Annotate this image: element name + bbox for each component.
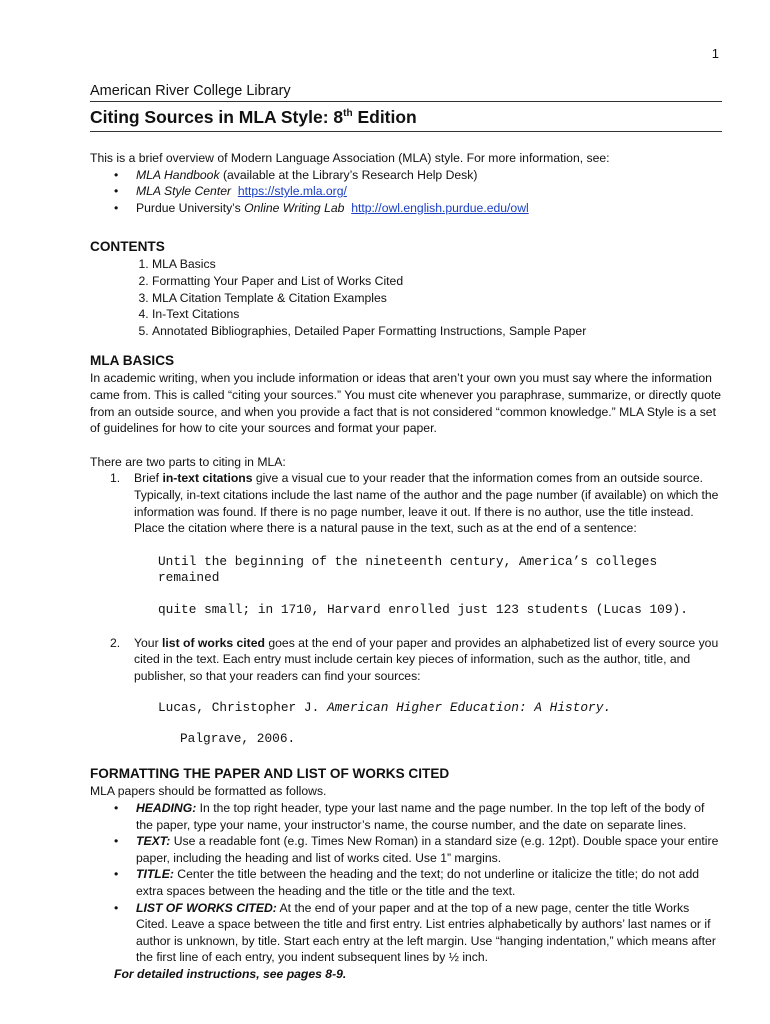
formatting-label: TITLE:: [136, 867, 174, 882]
works-cited-example: [158, 700, 722, 716]
library-name: American River College Library: [90, 82, 722, 102]
works-cited-example-line: Palgrave, 2006.: [180, 731, 296, 747]
formatting-text: At the end of your paper and at the top of a new page, center the title Works Cited. Leave a space between the title and first entry. List entries alphabetically by authors’ last names or if author is unknown, by title. Start each entry at the left margin. Use “hanging indentation,” which means after the first line of each entry, you indent subsequent lines by ½ inch.: [136, 900, 716, 965]
item-keyword: list of works cited: [162, 635, 265, 650]
formatting-list: [90, 800, 722, 966]
style-center-link[interactable]: https://style.mla.org/: [237, 184, 347, 199]
item-number: 2.: [110, 635, 121, 650]
formatting-item: [136, 900, 722, 966]
purdue-text: Purdue University’s: [136, 200, 245, 215]
contents-list: [90, 256, 722, 339]
resource-list: [90, 167, 722, 217]
document-title: [90, 105, 722, 132]
contents-item: 3. MLA Citation Template & Citation Examples: [152, 290, 722, 307]
title-superscript: th: [343, 108, 353, 120]
basics-parts-intro: There are two parts to citing in MLA:: [90, 454, 286, 469]
formatting-item: [136, 866, 722, 899]
item-number: 1.: [110, 471, 121, 486]
title-text-end: Edition: [352, 107, 417, 127]
item-text: give a visual cue to your reader that the information comes from an outside source. Typically, in-text citations include the last name of the author and the page number (if available) on which the information was found. If there is no page number, leave it out. If there is no author, use the title instead. Place the citation where there is a natural pause in the text, such as at the end of a sentence:: [134, 471, 719, 536]
citation-part-item: [90, 635, 722, 685]
resource-item: [136, 167, 722, 184]
formatting-label: LIST OF WORKS CITED:: [136, 900, 277, 915]
example-title: American Higher Education: A History.: [326, 700, 612, 716]
contents-item: 1. MLA Basics: [152, 256, 722, 273]
owl-title: Online Writing Lab: [244, 200, 345, 215]
item-text: goes at the end of your paper and provides an alphabetized list of every source you cited in the text. Each entry must include certain key pieces of information, such as the author, title, and publisher, so that your readers can find your sources:: [134, 635, 719, 683]
formatting-item: [136, 800, 722, 833]
example-author: Lucas, Christopher J.: [158, 700, 327, 716]
handbook-title: MLA Handbook: [136, 167, 220, 182]
style-center-title: MLA Style Center: [136, 184, 232, 199]
formatting-intro: MLA papers should be formatted as follows.: [90, 784, 327, 799]
contents-heading: CONTENTS: [90, 239, 165, 255]
formatting-text: Use a readable font (e.g. Times New Roman) in a standard size (e.g. 12pt). Double space your entire paper, including the heading and list of works cited. Use 1” margins.: [136, 834, 719, 865]
contents-item: 4. In-Text Citations: [152, 306, 722, 323]
formatting-item: [136, 833, 722, 866]
item-keyword: in-text citations: [162, 471, 253, 486]
owl-link[interactable]: http://owl.english.purdue.edu/owl: [351, 200, 529, 215]
basics-paragraph: In academic writing, when you include information or ideas that aren’t your own you must say where the information came from. This is called “citing your sources.” You must cite whenever you paraphrase, summarize, or directly quote from an outside source, and when you provide a fact that is not considered “common knowledge.” MLA Style is a set of guidelines for how to cite your sources and format your paper.: [90, 371, 722, 436]
resource-item: [136, 200, 722, 217]
basics-heading: MLA BASICS: [90, 353, 175, 369]
item-text: Brief: [134, 471, 163, 486]
formatting-label: TEXT:: [136, 834, 171, 849]
contents-item: 5. Annotated Bibliographies, Detailed Paper Formatting Instructions, Sample Paper: [152, 323, 722, 340]
citation-part-item: [90, 470, 722, 536]
formatting-heading: FORMATTING THE PAPER AND LIST OF WORKS CITED: [90, 766, 450, 782]
intro-text: This is a brief overview of Modern Language Association (MLA) style. For more information, see:: [90, 151, 610, 165]
example-quote-line: quite small; in 1710, Harvard enrolled just 123 students (Lucas 109).: [158, 601, 688, 617]
title-text: Citing Sources in MLA Style: 8: [90, 107, 344, 127]
handbook-note: (available at the Library’s Research Help Desk): [219, 167, 478, 182]
contents-item: 2. Formatting Your Paper and List of Works Cited: [152, 273, 722, 290]
example-quote-line: Until the beginning of the nineteenth century, America’s colleges remained: [158, 553, 658, 585]
formatting-text: Center the title between the heading and the text; do not underline or italicize the title; do not add extra spaces between the heading and the title or the title and the text.: [136, 867, 700, 899]
item-text: Your: [134, 635, 163, 650]
detailed-instructions-note: For detailed instructions, see pages 8-9.: [114, 967, 347, 981]
formatting-label: HEADING:: [136, 801, 197, 816]
page-number: 1: [711, 46, 719, 61]
resource-item: [136, 183, 722, 200]
formatting-text: In the top right header, type your last name and the page number. In the top left of the body of the paper, type your name, your instructor’s name, the course number, and the date on separate lines.: [136, 801, 705, 832]
document-page: [90, 82, 722, 983]
